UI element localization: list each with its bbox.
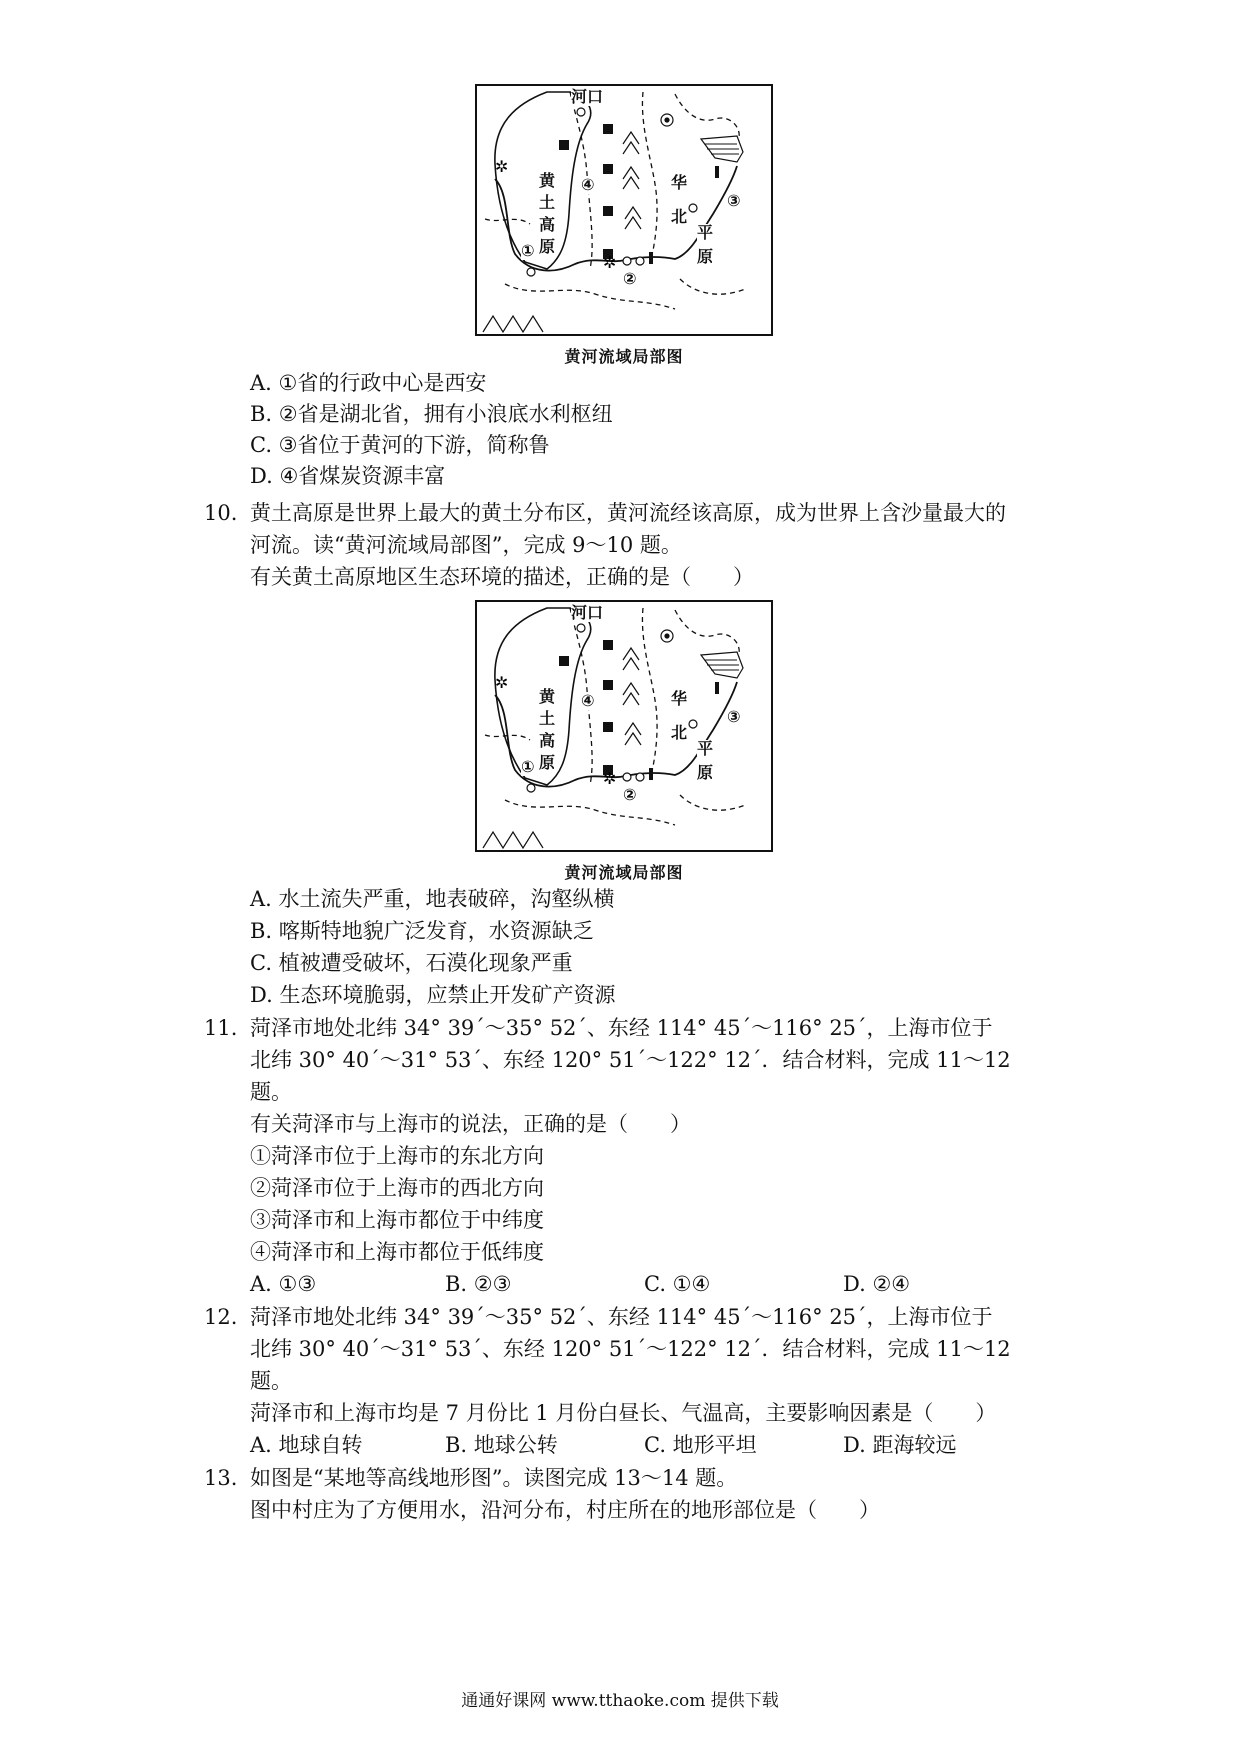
q10-stem: 有关黄土高原地区生态环境的描述，正确的是（ ） [250,565,754,589]
q12-text-1: 菏泽市地处北纬 34° 39´～35° 52´、东经 114° 45´～116° 25´，上海市位于 [250,1305,993,1329]
map-label: ④ [581,691,595,710]
yellow-river-map [475,84,773,336]
q11-text-1: 菏泽市地处北纬 34° 39´～35° 52´、东经 114° 45´～116° 25´，上海市位于 [250,1016,993,1040]
q12-text-2: 北纬 30° 40´～31° 53´、东经 120° 51´～122° 12´．结合材料，完成 11～12 [250,1337,1011,1361]
map-label: 河口 [571,87,604,106]
svg-text:✲: ✲ [495,673,509,692]
yellow-river-map [475,600,773,852]
svg-text:✲: ✲ [495,157,509,176]
map-label: 平 [697,223,714,242]
figure-2 [475,600,773,883]
svg-text:✲: ✲ [603,769,617,788]
map-label: 黄 [539,171,556,190]
map-2 [475,600,773,852]
figure-caption: 黄河流域局部图 [564,347,684,366]
q11-options [250,1270,1010,1298]
map-label: 华 [671,689,688,708]
map-label: ③ [727,191,741,210]
q10-text-1: 黄土高原是世界上最大的黄土分布区，黄河流经该高原，成为世界上含沙量最大的 [250,501,1006,525]
map-1 [475,84,773,336]
map-label: 原 [539,237,556,256]
q10-option-c: C. 植被遭受破坏，石漠化现象严重 [250,951,573,975]
q12-stem: 菏泽市和上海市均是 7 月份比 1 月份白昼长、气温高，主要影响因素是（ ） [250,1401,997,1425]
q11-text-2: 北纬 30° 40´～31° 53´、东经 120° 51´～122° 12´．结合材料，完成 11～12 [250,1048,1011,1072]
question-number: 11. [204,1016,238,1040]
q13-text-1: 如图是“某地等高线地形图”。读图完成 13～14 题。 [250,1466,738,1490]
map-label: 北 [671,207,688,226]
map-label: 高 [539,215,556,234]
q11-stem: 有关菏泽市与上海市的说法，正确的是（ ） [250,1112,691,1136]
q11-option-c: C. ①④ [644,1272,711,1296]
map-label: 原 [697,247,714,266]
map-label: 平 [697,739,714,758]
q12-text-3: 题。 [250,1369,292,1393]
q13-stem: 图中村庄为了方便用水，沿河分布，村庄所在的地形部位是（ ） [250,1498,880,1522]
map-label: 黄 [539,687,556,706]
map-label: 华 [671,173,688,192]
q11-statement-2: ②菏泽市位于上海市的西北方向 [250,1176,544,1200]
question-number: 13. [204,1466,238,1490]
q10-option-b: B. 喀斯特地貌广泛发育，水资源缺乏 [250,919,594,943]
q9-option-c: C. ③省位于黄河的下游，简称鲁 [250,433,550,457]
map-label: 土 [539,709,556,728]
map-label: 原 [539,753,556,772]
q12-option-b: B. 地球公转 [445,1433,558,1457]
map-label: ④ [581,175,595,194]
q9-option-b: B. ②省是湖北省，拥有小浪底水利枢纽 [250,402,613,426]
map-label: 高 [539,731,556,750]
q9-option-d: D. ④省煤炭资源丰富 [250,464,446,488]
figure-caption: 黄河流域局部图 [564,863,684,882]
question-number: 12. [204,1305,238,1329]
q11-option-d: D. ②④ [843,1272,911,1296]
map-label: 土 [539,193,556,212]
q9-option-a: A. ①省的行政中心是西安 [250,371,487,395]
map-label: ② [623,269,637,288]
q10-option-a: A. 水土流失严重，地表破碎，沟壑纵横 [250,887,615,911]
q12-option-c: C. 地形平坦 [644,1433,757,1457]
q12-option-d: D. 距海较远 [843,1433,957,1457]
q11-statement-1: ①菏泽市位于上海市的东北方向 [250,1144,544,1168]
map-label: ① [521,241,535,260]
q10-option-d: D. 生态环境脆弱，应禁止开发矿产资源 [250,983,616,1007]
page-footer: 通通好课网 www.tthaoke.com 提供下载 [461,1691,779,1711]
map-label: 河口 [571,603,604,622]
svg-text:✲: ✲ [603,253,617,272]
map-label: ① [521,757,535,776]
q11-statement-3: ③菏泽市和上海市都位于中纬度 [250,1208,544,1232]
q11-option-a: A. ①③ [250,1272,317,1296]
q12-options [250,1431,1010,1459]
map-label: ③ [727,707,741,726]
q10-text-2: 河流。读“黄河流域局部图”，完成 9～10 题。 [250,533,682,557]
q11-statement-4: ④菏泽市和上海市都位于低纬度 [250,1240,544,1264]
map-label: 原 [697,763,714,782]
map-label: ② [623,785,637,804]
q11-option-b: B. ②③ [445,1272,512,1296]
question-number: 10. [204,501,238,525]
q12-option-a: A. 地球自转 [250,1433,363,1457]
map-label: 北 [671,723,688,742]
figure-1 [475,84,773,367]
q11-text-3: 题。 [250,1080,292,1104]
